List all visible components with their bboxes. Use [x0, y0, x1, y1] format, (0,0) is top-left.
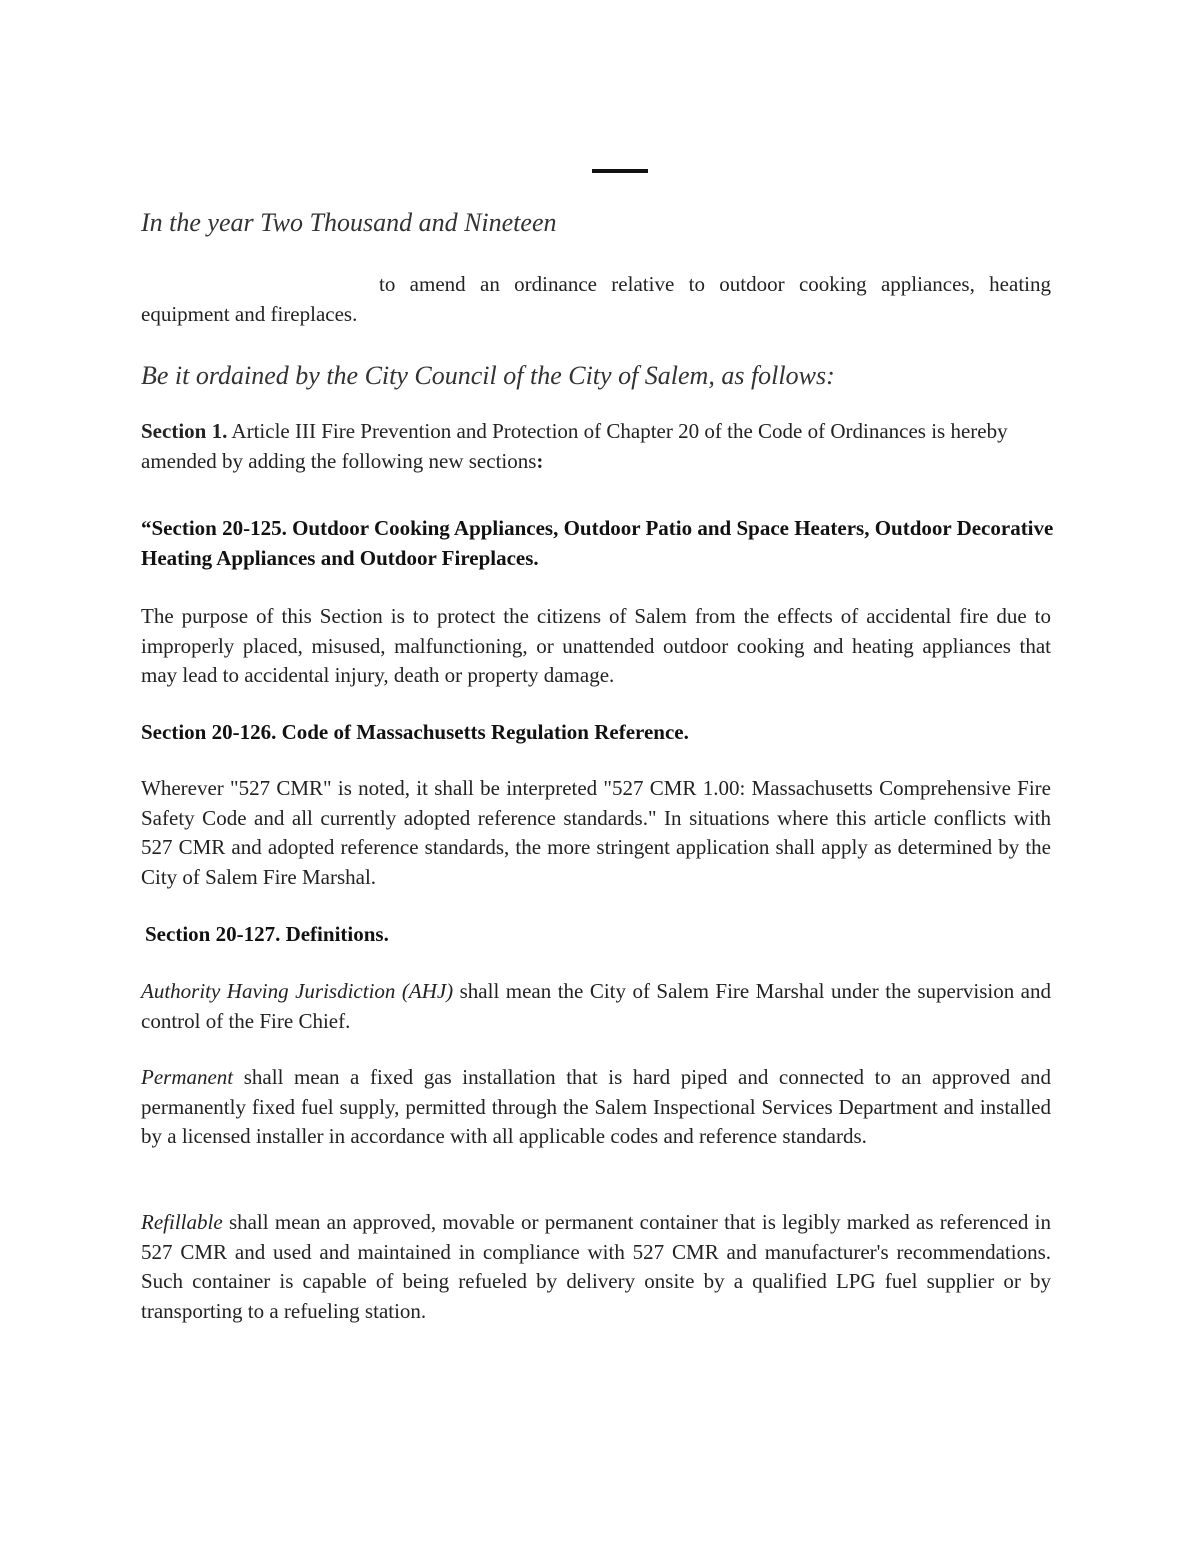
definition-text: shall mean an approved, movable or permanent container that is legibly marked as referenced in 527 CMR and used and maintained in compliance with 527 CMR and manufacturer's recommendations. Such container is capable of being refueled by delivery onsite by a qualified LPG fuel supplier or by transporting to a refueling station. [141, 1210, 1051, 1323]
definition-term: Authority Having Jurisdiction (AHJ) [141, 979, 454, 1003]
definition-term: Refillable [141, 1210, 223, 1234]
section-20-125-text: The purpose of this Section is to protect the citizens of Salem from the effects of accidental fire due to improperly placed, misused, malfunctioning, or unattended outdoor cooking and heating appliances that may lead to accidental injury, death or property damage. [141, 604, 1051, 687]
definition-text: shall mean a fixed gas installation that is hard piped and connected to an approved and permanently fixed fuel supply, permitted through the Salem Inspectional Services Department and installed by a licensed installer in accordance with all applicable codes and reference standards. [141, 1065, 1051, 1148]
section-20-126-title: Section 20-126. Code of Massachusetts Regulation Reference. [141, 720, 689, 744]
definition-refillable [141, 1208, 1051, 1326]
definition-text: shall mean the City of Salem Fire Marshal under the supervision and control of the Fire Chief. [141, 979, 1051, 1033]
section-20-126-text: Wherever "527 CMR" is noted, it shall be interpreted "527 CMR 1.00: Massachusetts Comprehensive Fire Safety Code and all currently adopted reference standards." In situations where this article conflicts with 527 CMR and adopted reference standards, the more stringent application shall apply as determined by the City of Salem Fire Marshal. [141, 776, 1051, 889]
section-1-paragraph [141, 417, 1051, 476]
header-rule [592, 169, 648, 173]
definition-term: Permanent [141, 1065, 234, 1089]
definition-ahj [141, 977, 1051, 1036]
ordained-heading: Be it ordained by the City Council of the City of Salem, as follows: [141, 361, 835, 390]
year-heading: In the year Two Thousand and Nineteen [141, 208, 557, 237]
intro-paragraph: to amend an ordinance relative to outdoor cooking appliances, heating equipment and fireplaces. [141, 272, 1051, 326]
section-1-colon: : [536, 448, 544, 473]
section-20-127-title: Section 20-127. Definitions. [145, 922, 389, 946]
section-1-text: Article III Fire Prevention and Protection of Chapter 20 of the Code of Ordinances is hereby amended by adding the following new sections [141, 419, 1008, 473]
section-20-125-title: “Section 20-125. Outdoor Cooking Appliances, Outdoor Patio and Space Heaters, Outdoor Decorative Heating Appliances and Outdoor Fireplaces. [141, 516, 1054, 570]
section-1-label: Section 1. [141, 419, 228, 443]
definition-permanent [141, 1063, 1051, 1152]
